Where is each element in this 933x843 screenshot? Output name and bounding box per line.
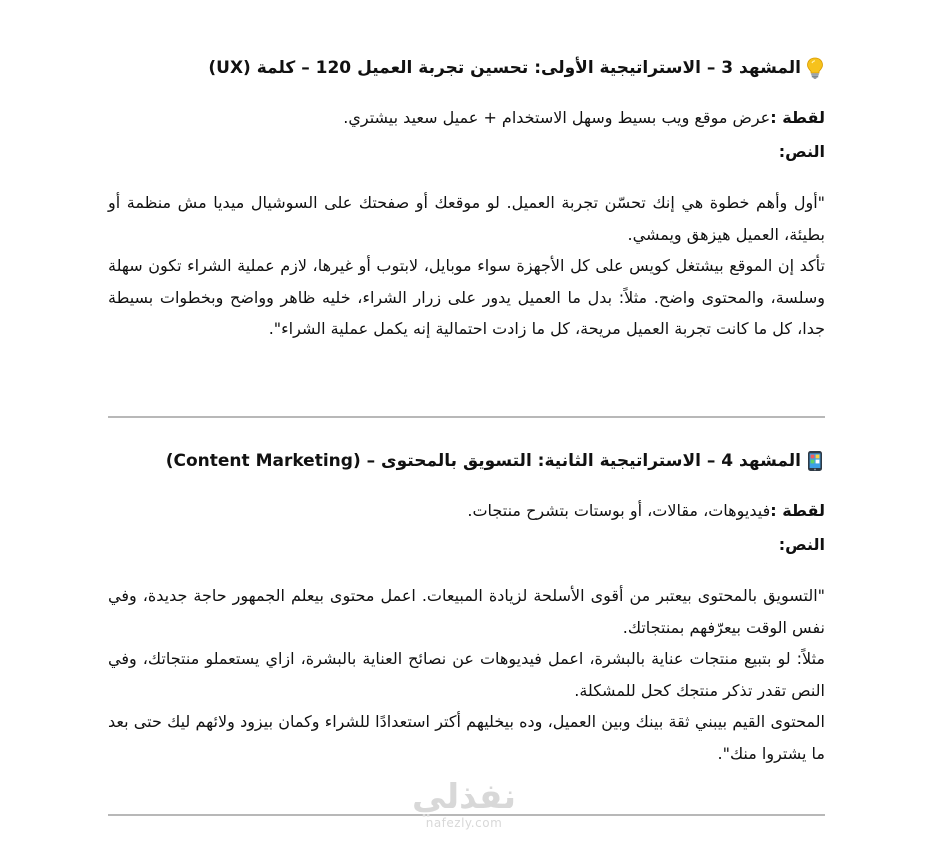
watermark-arabic: نفذلي (411, 777, 517, 817)
watermark (404, 778, 524, 830)
shot-text: عرض موقع ويب بسيط وسهل الاستخدام + عميل سعيد بيشتري. (343, 108, 771, 127)
script-paragraph: المحتوى القيم بيبني ثقة بينك وبين العميل، وده بيخليهم أكتر استعدادًا للشراء وكمان بيزود ولائهم ليك حتى بعد ما يشتروا منك". (108, 712, 825, 763)
script-label: النص: (778, 535, 825, 554)
scene-3-section (108, 56, 825, 345)
scene-4-script (108, 580, 825, 769)
watermark-latin: nafezly.com (425, 816, 503, 830)
scene-3-shot (108, 106, 825, 130)
shot-label: لقطة : (770, 501, 825, 520)
script-label: النص: (778, 142, 825, 161)
scene-3-heading-text: المشهد 3 – الاستراتيجية الأولى: تحسين تجربة العميل (357, 58, 801, 78)
scene-4-section (108, 449, 825, 769)
shot-text: فيديوهات، مقالات، أو بوستات بتشرح منتجات. (467, 501, 771, 520)
scene-4-heading (108, 449, 825, 473)
scene-3-heading (108, 56, 825, 80)
word-count: 120 (315, 58, 352, 78)
script-paragraph: مثلاً: لو بتبيع منتجات عناية بالبشرة، اعمل فيديوهات عن نصائح العناية بالبشرة، ازاي يستعملو منتجاتك، وفي النص تقدر تذكر منتجك كحل للمشكلة. (108, 649, 825, 700)
scene-3-script (108, 187, 825, 345)
script-paragraph: تأكد إن الموقع بيشتغل كويس على كل الأجهزة سواء موبايل، لابتوب أو غيرها، لازم عملية الشراء تكون سهلة وسلسة، والمحتوى واضح. مثلاً: بدل ما العميل يدور على زرار الشراء، خليه ظاهر وواضح وبخطوات بسيطة جدا، كل ما كانت تجربة العميل مريحة، كل ما زادت احتمالية إنه يكمل عملية الشراء". (108, 256, 825, 338)
scene-3-heading-tail: (UX) كلمة (208, 58, 296, 78)
shot-label: لقطة : (770, 108, 825, 127)
script-paragraph: "أول وأهم خطوة هي إنك تحسّن تجربة العميل. لو موقعك أو صفحتك على السوشيال ميديا مش منظمة أو بطيئة، العميل هيزهق ويمشي. (108, 193, 825, 244)
section-divider (108, 416, 825, 418)
scene-3-heading-dash: – (301, 58, 310, 78)
scene-4-shot (108, 499, 825, 523)
mobile-phone-icon (805, 450, 825, 472)
lightbulb-icon (805, 57, 825, 79)
section-divider (108, 814, 825, 816)
scene-4-heading-text: المشهد 4 – الاستراتيجية الثانية: التسويق بالمحتوى – (366, 451, 801, 471)
script-paragraph: "التسويق بالمحتوى بيعتبر من أقوى الأسلحة لزيادة المبيعات. اعمل محتوى بيعلم الجمهور حاجة جديدة، وفي نفس الوقت بيعرّفهم بمنتجاتك. (108, 586, 825, 637)
scene-4-heading-tail: (Content Marketing) (165, 451, 361, 471)
